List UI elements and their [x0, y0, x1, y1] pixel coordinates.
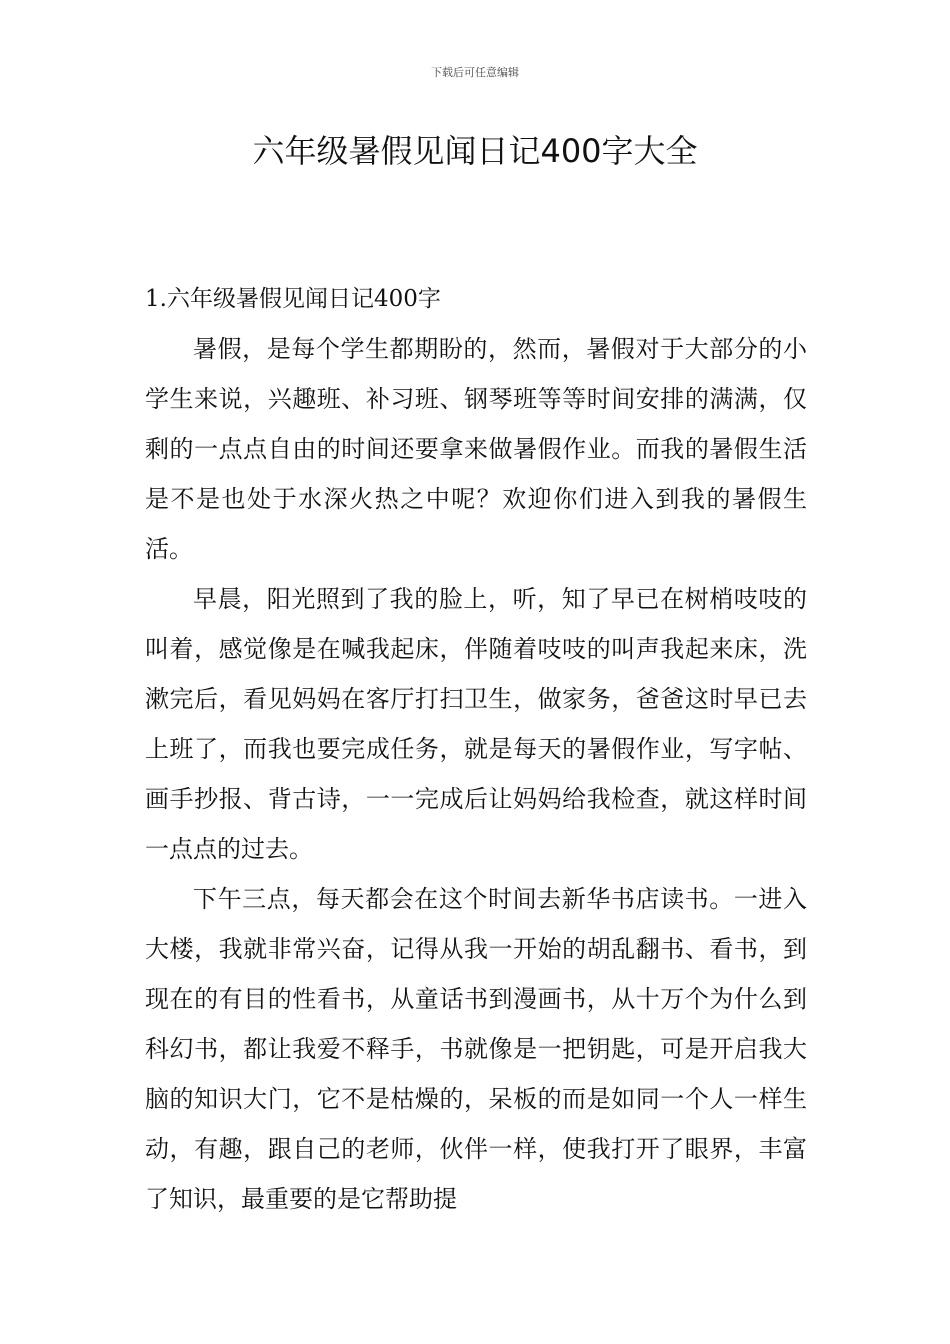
paragraph-1: 暑假，是每个学生都期盼的，然而，暑假对于大部分的小学生来说，兴趣班、补习班、钢琴班等等时间安排的满满，仅剩的一点点自由的时间还要拿来做暑假作业。而我的暑假生活是不是也处于水深火热之中呢？欢迎你们进入到我的暑假生活。: [145, 335, 807, 563]
paragraph-2: 早晨，阳光照到了我的脸上，听，知了早已在树梢吱吱的叫着，感觉像是在喊我起床，伴随着吱吱的叫声我起来床，洗漱完后，看见妈妈在客厅打扫卫生，做家务，爸爸这时早已去上班了，而我也要完成任务，就是每天的暑假作业，写字帖、画手抄报、背古诗，一一完成后让妈妈给我检查，就这样时间一点点的过去。: [145, 585, 807, 863]
document-body: [145, 274, 807, 1224]
document-title: 六年级暑假见闻日记400字大全: [252, 132, 698, 170]
section-heading: 1.六年级暑假见闻日记400字: [145, 286, 441, 312]
paragraph-3: 下午三点，每天都会在这个时间去新华书店读书。一进入大楼，我就非常兴奋，记得从我一开始的胡乱翻书、看书，到现在的有目的性看书，从童话书到漫画书，从十万个为什么到科幻书，都让我爱不释手，书就像是一把钥匙，可是开启我大脑的知识大门，它不是枯燥的，呆板的而是如同一个人一样生动，有趣，跟自己的老师，伙伴一样，使我打开了眼界，丰富了知识，最重要的是它帮助提: [145, 885, 807, 1213]
header-note: 下载后可任意编辑: [431, 66, 519, 79]
